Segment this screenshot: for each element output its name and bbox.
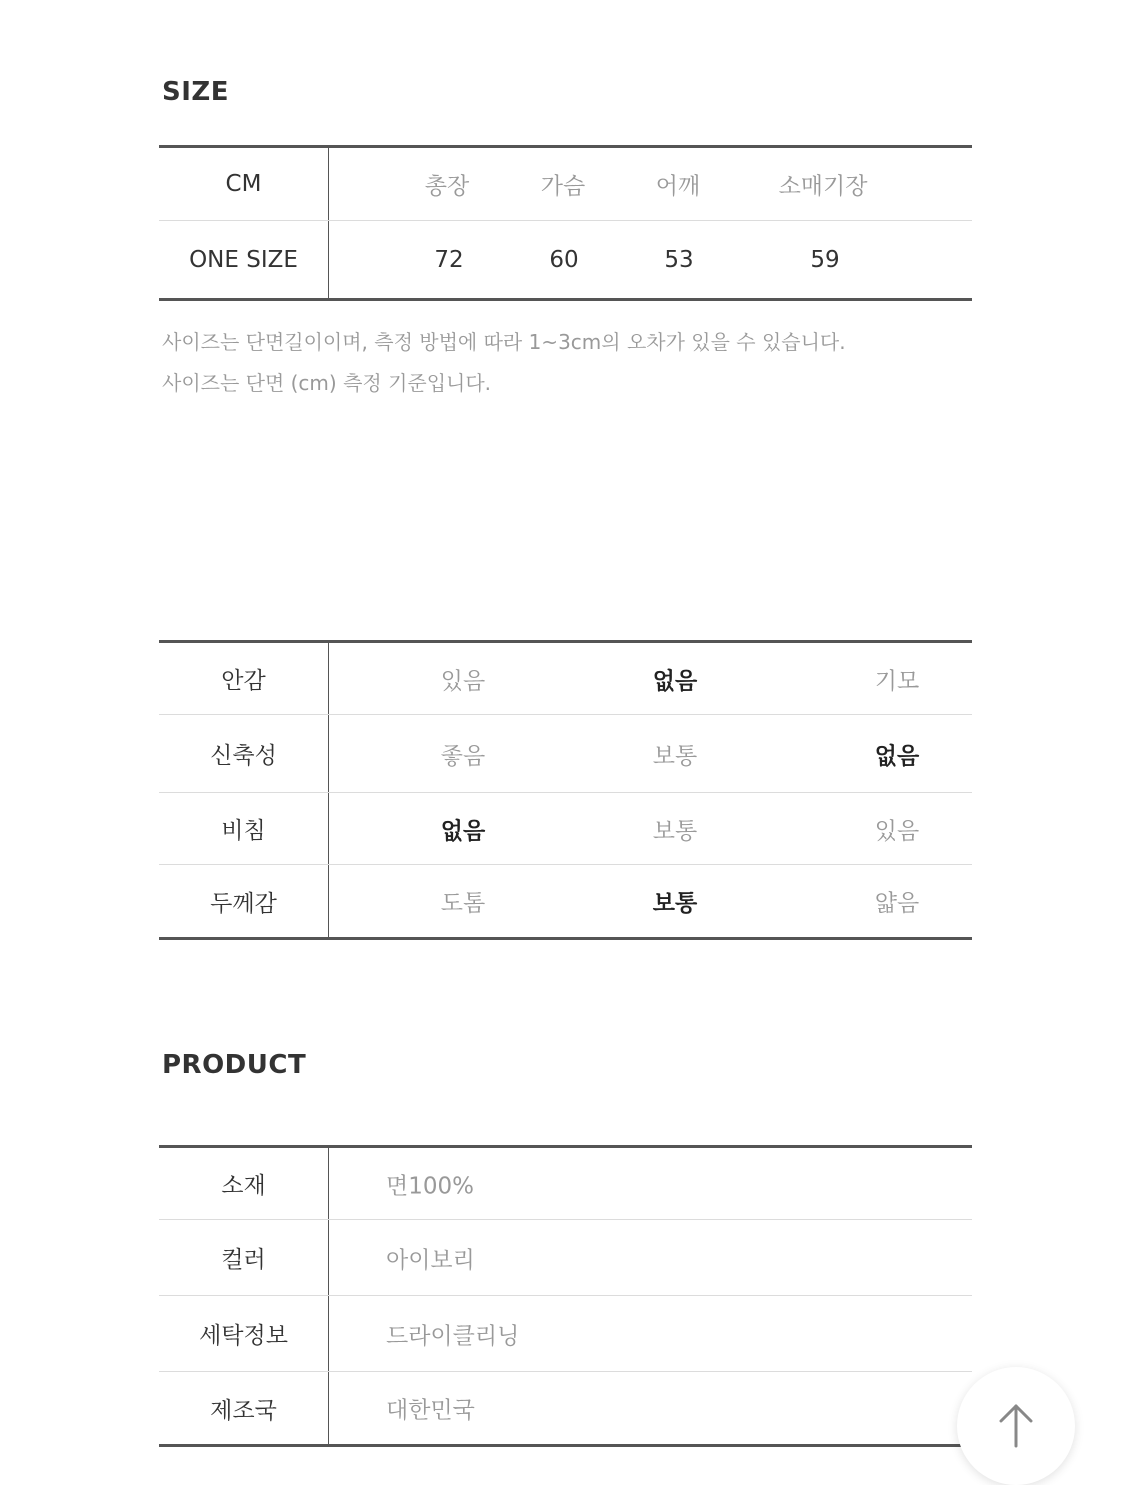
product-value-cell	[329, 1372, 972, 1444]
product-value-cell	[329, 1148, 972, 1219]
product-value: 드라이클리닝	[386, 1323, 520, 1349]
product-label: 컬러	[159, 1220, 329, 1295]
attribute-row-lining	[159, 643, 972, 715]
product-value: 면100%	[386, 1173, 474, 1199]
attribute-option-selected: 없음	[874, 743, 920, 769]
size-value-chest: 60	[549, 246, 579, 273]
attribute-option: 있음	[440, 668, 486, 694]
size-row-label: ONE SIZE	[159, 221, 329, 298]
attribute-option-selected: 없음	[652, 668, 698, 694]
attribute-options	[329, 643, 972, 714]
product-info-table	[159, 1145, 972, 1447]
attribute-option: 얇음	[874, 890, 920, 917]
arrow-up-icon	[996, 1402, 1036, 1450]
size-table	[159, 145, 972, 301]
product-label: 제조국	[159, 1372, 329, 1444]
attribute-option: 기모	[874, 668, 920, 694]
product-row-washing	[159, 1296, 972, 1372]
attribute-label: 비침	[159, 793, 329, 864]
size-value-shoulder: 53	[664, 246, 694, 273]
product-label: 소재	[159, 1148, 329, 1219]
attribute-row-sheerness	[159, 793, 972, 865]
size-value-sleeve: 59	[810, 246, 840, 273]
attribute-row-stretch	[159, 715, 972, 793]
attribute-label: 안감	[159, 643, 329, 714]
size-section-title: SIZE	[162, 77, 230, 107]
product-row-origin	[159, 1372, 972, 1444]
size-note-2: 사이즈는 단면 (cm) 측정 기준입니다.	[162, 371, 492, 395]
size-column-headers	[329, 148, 972, 220]
product-value-cell	[329, 1296, 972, 1371]
size-note-1: 사이즈는 단면길이이며, 측정 방법에 따라 1~3cm의 오차가 있을 수 있습니다.	[162, 330, 846, 354]
attribute-option: 보통	[652, 743, 698, 769]
size-table-row	[159, 221, 972, 298]
attribute-option-selected: 보통	[652, 890, 698, 917]
product-value: 아이보리	[386, 1247, 475, 1273]
size-col-shoulder: 어깨	[655, 173, 701, 200]
product-row-material	[159, 1148, 972, 1220]
size-col-length: 총장	[424, 173, 470, 200]
attribute-option: 보통	[652, 818, 698, 844]
attribute-label: 두께감	[159, 865, 329, 937]
size-col-sleeve: 소매기장	[778, 173, 868, 200]
product-row-color	[159, 1220, 972, 1296]
attribute-option: 있음	[874, 818, 920, 844]
attribute-options	[329, 793, 972, 864]
size-row-values	[329, 221, 972, 298]
attribute-options	[329, 715, 972, 792]
product-label: 세탁정보	[159, 1296, 329, 1371]
product-value: 대한민국	[386, 1397, 475, 1424]
size-col-chest: 가슴	[540, 173, 586, 200]
size-value-length: 72	[434, 246, 464, 273]
attribute-row-thickness	[159, 865, 972, 937]
size-table-header-row	[159, 148, 972, 221]
scroll-to-top-button[interactable]	[957, 1367, 1075, 1485]
attribute-option: 좋음	[440, 743, 486, 769]
product-section-title: PRODUCT	[162, 1050, 307, 1080]
attribute-options	[329, 865, 972, 937]
attribute-option-selected: 없음	[440, 818, 486, 844]
product-value-cell	[329, 1220, 972, 1295]
fabric-attribute-table	[159, 640, 972, 940]
size-unit-label: CM	[159, 148, 329, 220]
attribute-option: 도톰	[440, 890, 486, 917]
attribute-label: 신축성	[159, 715, 329, 792]
